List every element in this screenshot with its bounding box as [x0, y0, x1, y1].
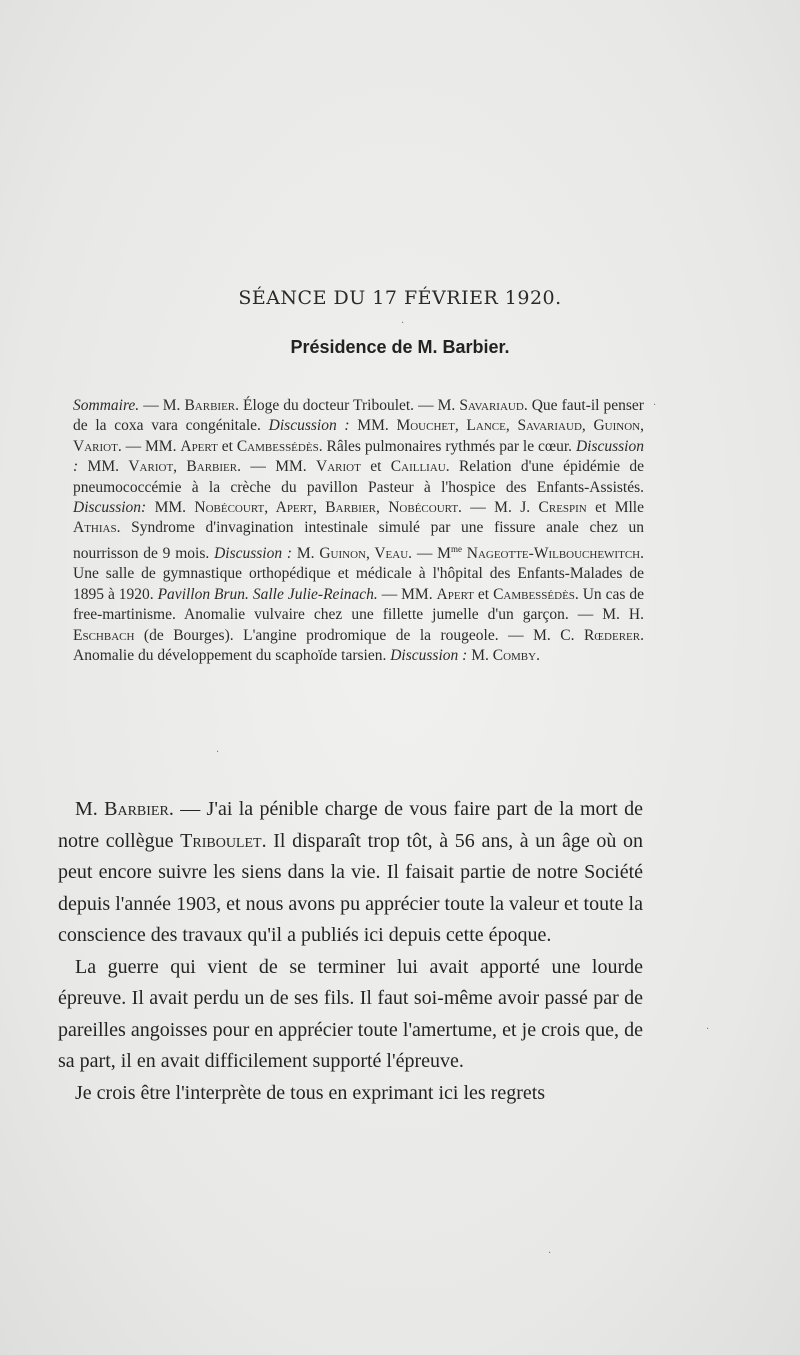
scan-speck: ·	[706, 1024, 710, 1035]
summary-run: Savariaud	[459, 397, 524, 414]
paragraph-3: Je crois être l'interprète de tous en exprimant ici les regrets	[75, 1081, 546, 1104]
summary-run: M.	[467, 647, 493, 665]
main-text	[58, 794, 643, 1109]
summary-run: (de Bourges). L'angine prodromique de la rougeole. — M. C.	[134, 626, 584, 644]
summary-run: . Une salle de gymnastique orthopédique et médicale à l'hôpital des Enfants-Malades de 1895 à 1920.	[73, 545, 644, 603]
summary-run: . Syndrome d'invagination intestinale simulé par une fissure anale chez un nourrisson de 9 mois.	[73, 519, 644, 562]
summary-run: et	[473, 585, 494, 603]
summary-run: MM.	[146, 499, 195, 517]
summary-run: . — MM.	[237, 458, 317, 476]
summary-run: M.	[292, 545, 320, 562]
summary-paragraph	[73, 396, 644, 666]
summary-run: Nobécourt, Apert, Barbier, Nobécourt	[194, 499, 459, 517]
summary-run: . Que faut-il penser de la coxa vara congénitale.	[73, 397, 644, 435]
summary-run: Comby	[492, 647, 537, 665]
summary-run: . — MM.	[117, 437, 181, 455]
session-title: SÉANCE DU 17 FÉVRIER 1920.	[238, 287, 562, 309]
paragraph-1-part-a: — J'ai la pénible charge de vous faire part de la mort de notre collègue	[58, 798, 643, 852]
summary-run: Nageotte-Wilbouchewitch	[466, 545, 641, 562]
summary-run: Cambessédès	[236, 437, 319, 455]
summary-run: Athias	[73, 519, 117, 537]
summary-run: Guinon, Veau	[319, 545, 409, 562]
summary-run: Discussion :	[268, 417, 350, 435]
scan-speck: ·	[401, 318, 405, 329]
summary-run: .	[536, 647, 540, 665]
summary-run: Cambessédès	[493, 585, 575, 603]
scan-speck: ·	[653, 400, 657, 411]
deceased-name: Triboulet	[180, 829, 262, 852]
summary-run: Discussion :	[390, 647, 468, 665]
summary-run: . Anomalie du développement du scaphoïde tarsien.	[73, 626, 644, 665]
scan-speck: ·	[548, 1248, 552, 1259]
summary-run: Apert	[180, 437, 218, 455]
summary-run: Discussion :	[73, 437, 644, 476]
paragraph-1	[58, 794, 643, 952]
summary-run: Variot, Barbier	[128, 458, 238, 476]
summary-run: Variot	[316, 458, 361, 476]
summary-run: . Râles pulmonaires rythmés par le cœur.	[318, 437, 576, 455]
summary-run: et Mlle	[586, 499, 644, 517]
summary-run: Crespin	[538, 499, 587, 517]
summary-run: me	[450, 543, 462, 554]
summary-run: Eschbach	[73, 626, 135, 644]
summary-run: Discussion:	[73, 499, 147, 517]
summary-run: et	[217, 437, 237, 455]
summary-run: Rœderer	[583, 626, 641, 644]
summary-run: et	[360, 458, 391, 476]
summary-run: . Relation d'une épidémie de pneumococcémie à la crèche du pavillon Pasteur à l'hospice des Enfants-Assistés.	[73, 458, 644, 496]
summary-run: MM.	[349, 417, 397, 435]
summary-run: . — M	[408, 545, 451, 562]
scan-speck: ·	[216, 747, 220, 758]
paragraph-1-part-b: . Il disparaît trop tôt, à 56 ans, à un âge où on peut encore suivre les siens dans la vie. Il faisait partie de notre Société depuis l'année 1903, et nous avons pu apprécier toute la valeur et toute la conscience des travaux qu'il a publiés ici depuis cette époque.	[58, 829, 643, 946]
summary-run: — MM.	[377, 585, 437, 603]
summary-run: MM.	[78, 458, 129, 476]
summary-run: Barbier	[184, 397, 236, 414]
summary-run: — M.	[139, 397, 185, 414]
summary-run: . — M. J.	[458, 499, 539, 517]
summary-run: Discussion :	[214, 545, 293, 562]
presidency-line: Présidence de M. Barbier.	[290, 337, 510, 357]
summary-run: . Un cas de free-martinisme. Anomalie vulvaire chez une fillette jumelle d'un garçon. — M. H.	[73, 585, 644, 624]
summary-run: Sommaire.	[73, 397, 140, 414]
summary-run: . Éloge du docteur Triboulet. — M.	[235, 397, 460, 414]
summary-run: Pavillon Brun. Salle Julie-Reinach.	[157, 585, 378, 603]
summary-run: Apert	[436, 585, 474, 603]
summary-run: Mouchet, Lance, Savariaud, Guinon, Variot	[73, 417, 644, 455]
speaker-name: M. Barbier.	[75, 798, 174, 820]
paragraph-2: La guerre qui vient de se terminer lui avait apporté une lourde épreuve. Il avait perdu un de ses fils. Il faut soi-même avoir passé par de pareilles angoisses pour en apprécier toute l'amertume, et je crois que, de sa part, il en avait difficilement supporté l'épreuve.	[58, 955, 643, 1072]
summary-run: Cailliau	[390, 458, 446, 476]
